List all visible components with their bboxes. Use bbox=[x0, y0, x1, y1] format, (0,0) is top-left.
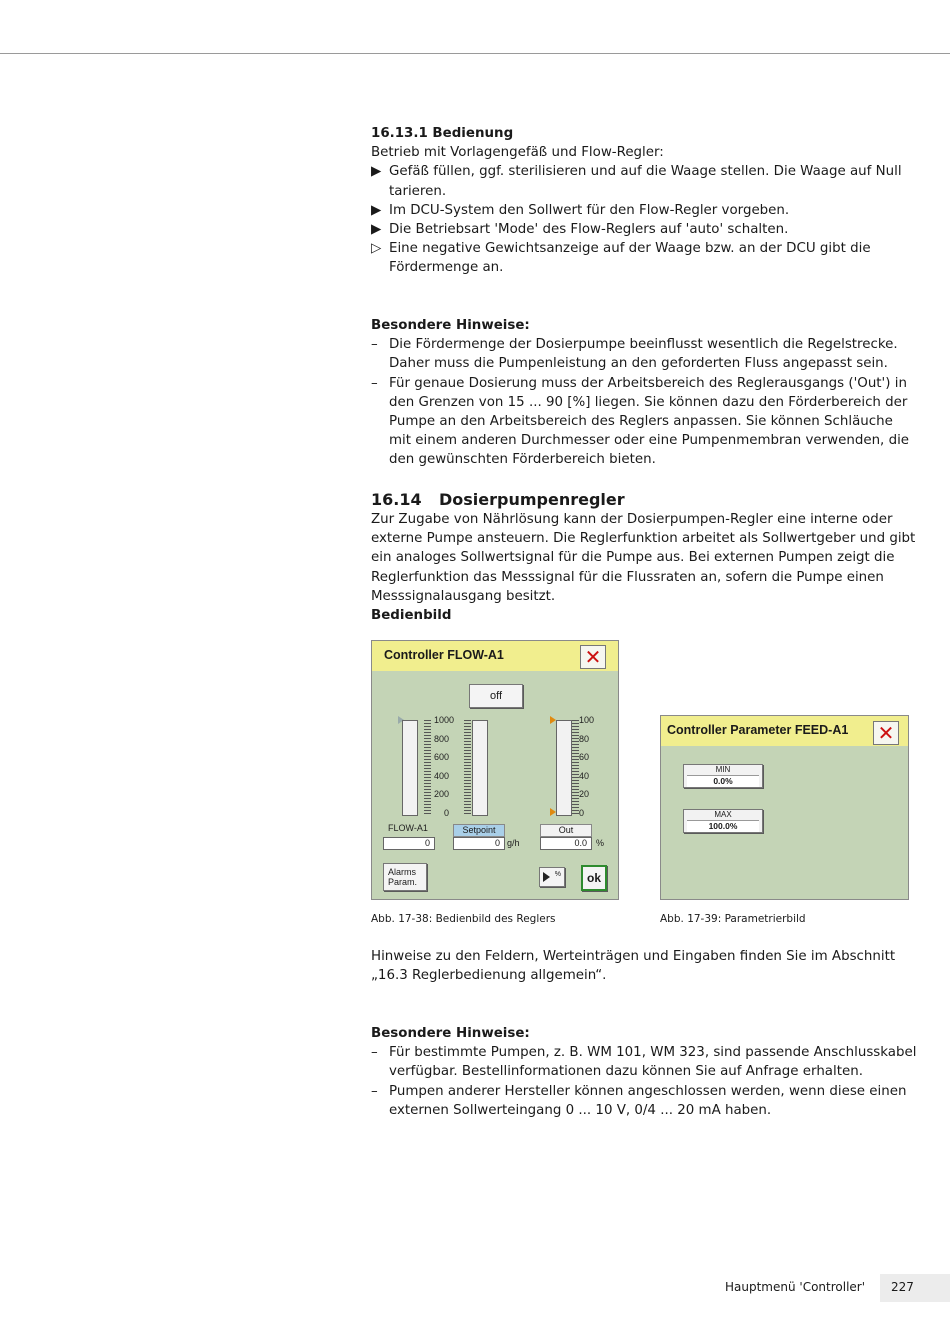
max-label: MAX bbox=[714, 810, 732, 819]
reference-text: Hinweise zu den Feldern, Werteinträgen und Eingaben finden Sie im Abschnitt „16.3 Reglerbedienung allgemein“. bbox=[371, 949, 896, 984]
scale-tick-label: 0 bbox=[444, 807, 450, 818]
step-item bbox=[371, 201, 919, 220]
flow-scale-ticks bbox=[424, 720, 431, 814]
close-icon[interactable]: ✕ bbox=[580, 645, 606, 669]
note-item bbox=[371, 374, 919, 470]
controller-parameter-window bbox=[660, 715, 909, 900]
result-text: Eine negative Gewichtsanzeige auf der Waage bzw. an der DCU gibt die Fördermenge an. bbox=[389, 241, 871, 276]
setpoint-bar bbox=[472, 720, 488, 816]
ok-button[interactable]: ok bbox=[581, 865, 607, 891]
footer-chapter: Hauptmenü 'Controller' bbox=[725, 1280, 866, 1294]
controller-flow-window bbox=[371, 640, 619, 900]
setpoint-scale-ticks bbox=[464, 720, 471, 814]
window-title-bar bbox=[372, 641, 618, 671]
section-16-13-1 bbox=[371, 124, 919, 278]
min-parameter-box[interactable] bbox=[683, 764, 763, 788]
step-item bbox=[371, 220, 919, 239]
note-text: Pumpen anderer Hersteller können angeschlossen werden, wenn diese einen externen Sollwerteingang 0 ... 10 V, 0/4 ... 20 mA haben. bbox=[389, 1083, 907, 1118]
figure-caption-38: Abb. 17-38: Bedienbild des Reglers bbox=[371, 913, 556, 925]
figure-heading-block bbox=[371, 606, 919, 625]
close-icon[interactable]: ✕ bbox=[873, 721, 899, 745]
outline-arrow-icon: ▷ bbox=[371, 241, 382, 257]
special-notes-1 bbox=[371, 316, 919, 470]
step-text: Gefäß füllen, ggf. sterilisieren und auf die Waage stellen. Die Waage auf Null tarieren. bbox=[389, 164, 902, 199]
out-label: Out bbox=[540, 824, 592, 837]
scale-tick-label: 60 bbox=[579, 752, 590, 762]
dash-icon: – bbox=[371, 1083, 378, 1099]
step-text: Die Betriebsart 'Mode' des Flow-Reglers auf 'auto' schalten. bbox=[389, 222, 789, 238]
page-number: 227 bbox=[891, 1280, 914, 1294]
figure-caption-39: Abb. 17-39: Parametrierbild bbox=[660, 913, 806, 925]
flow-value-field[interactable]: 0 bbox=[383, 837, 435, 850]
flow-label: FLOW-A1 bbox=[388, 823, 428, 833]
note-text: Für bestimmte Pumpen, z. B. WM 101, WM 323, sind passende Anschlusskabel verfügbar. Bestellinformationen dazu können Sie auf Anfrage erhalten. bbox=[389, 1045, 917, 1080]
scale-tick-label: 80 bbox=[579, 733, 590, 744]
step-text: Im DCU-System den Sollwert für den Flow-Regler vorgeben. bbox=[389, 202, 790, 218]
flow-bar bbox=[402, 720, 418, 816]
scale-tick-label: 40 bbox=[579, 770, 590, 781]
min-value: 0.0% bbox=[687, 775, 759, 787]
scale-tick-label: 0 bbox=[579, 807, 585, 818]
note-text: Die Fördermenge der Dosierpumpe beeinflusst wesentlich die Regelstrecke. Daher muss die Pumpenleistung an den geforderten Fluss angepasst sein. bbox=[389, 337, 898, 372]
header-rule bbox=[0, 53, 950, 54]
setpoint-unit: g/h bbox=[507, 838, 520, 848]
alarms-param-button[interactable]: Alarms Param. bbox=[383, 863, 427, 891]
out-value-field: 0.0 bbox=[540, 837, 592, 850]
section-16-14 bbox=[371, 490, 919, 606]
section-title bbox=[371, 490, 919, 510]
reference-block bbox=[371, 947, 919, 985]
section-number: 16.14 bbox=[371, 490, 422, 509]
section-body: Zur Zugabe von Nährlösung kann der Dosierpumpen-Regler eine interne oder externe Pumpe ansteuern. Die Reglerfunktion arbeitet als Sollwertgeber und gibt ein analoges Sollwertsignal für die Pumpe aus. Bei externen Pumpen zeigt die Reglerfunktion das Messsignal für die Flussraten an, sofern die Pumpe einen Messsignalausgang besitzt. bbox=[371, 512, 916, 604]
out-scale bbox=[579, 715, 609, 826]
notes-heading: Besondere Hinweise: bbox=[371, 1026, 530, 1041]
flow-scale bbox=[434, 715, 464, 826]
section-heading: 16.13.1 Bedienung bbox=[371, 126, 514, 141]
scale-tick-label: 600 bbox=[434, 752, 450, 762]
note-item bbox=[371, 335, 919, 373]
play-arrow-icon: ▶ bbox=[371, 164, 382, 180]
scale-tick-label: 200 bbox=[434, 789, 450, 799]
play-arrow-icon: ▶ bbox=[371, 222, 382, 238]
dash-icon: – bbox=[371, 337, 378, 353]
window-title-bar bbox=[661, 716, 908, 746]
scale-tick-label: 800 bbox=[434, 733, 450, 744]
scale-tick-label: 20 bbox=[579, 789, 590, 799]
min-label: MIN bbox=[715, 765, 731, 774]
out-scale-ticks bbox=[572, 720, 579, 814]
play-arrow-icon bbox=[543, 872, 550, 882]
setpoint-label: Setpoint bbox=[453, 824, 505, 837]
step-item bbox=[371, 162, 919, 200]
note-item bbox=[371, 1043, 919, 1081]
section-title-text: Dosierpumpenregler bbox=[439, 490, 625, 509]
window-title: Controller Parameter FEED-A1 bbox=[667, 723, 849, 737]
scale-tick-label: 100 bbox=[579, 715, 595, 725]
out-unit: % bbox=[596, 838, 605, 848]
section-intro: Betrieb mit Vorlagengefäß und Flow-Regler: bbox=[371, 145, 664, 161]
percent-toggle-button[interactable] bbox=[539, 867, 565, 887]
scale-tick-label: 1000 bbox=[434, 715, 455, 725]
percent-label: % bbox=[554, 871, 561, 878]
max-value: 100.0% bbox=[687, 820, 759, 832]
window-title: Controller FLOW-A1 bbox=[384, 648, 504, 662]
out-bar bbox=[556, 720, 572, 816]
notes-heading: Besondere Hinweise: bbox=[371, 318, 530, 333]
mode-button[interactable]: off bbox=[469, 684, 523, 708]
setpoint-field[interactable]: 0 bbox=[453, 837, 505, 850]
note-item bbox=[371, 1082, 919, 1120]
note-text: Für genaue Dosierung muss der Arbeitsbereich des Reglerausgangs ('Out') in den Grenzen von 15 ... 90 [%] liegen. Sie können dazu den Förderbereich der Pumpe an den Arbeitsbereich des Reglers anpassen. Sie können Schläuche mit einem anderen Durchmesser oder eine Pumpenmembran verwenden, die den gewünschten Förderbereich bieten. bbox=[389, 375, 910, 468]
result-item bbox=[371, 239, 919, 277]
play-arrow-icon: ▶ bbox=[371, 202, 382, 218]
dash-icon: – bbox=[371, 1045, 378, 1061]
dash-icon: – bbox=[371, 375, 378, 391]
scale-tick-label: 400 bbox=[434, 770, 450, 781]
max-parameter-box[interactable] bbox=[683, 809, 763, 833]
figure-subheading: Bedienbild bbox=[371, 608, 452, 623]
special-notes-2 bbox=[371, 1024, 919, 1120]
